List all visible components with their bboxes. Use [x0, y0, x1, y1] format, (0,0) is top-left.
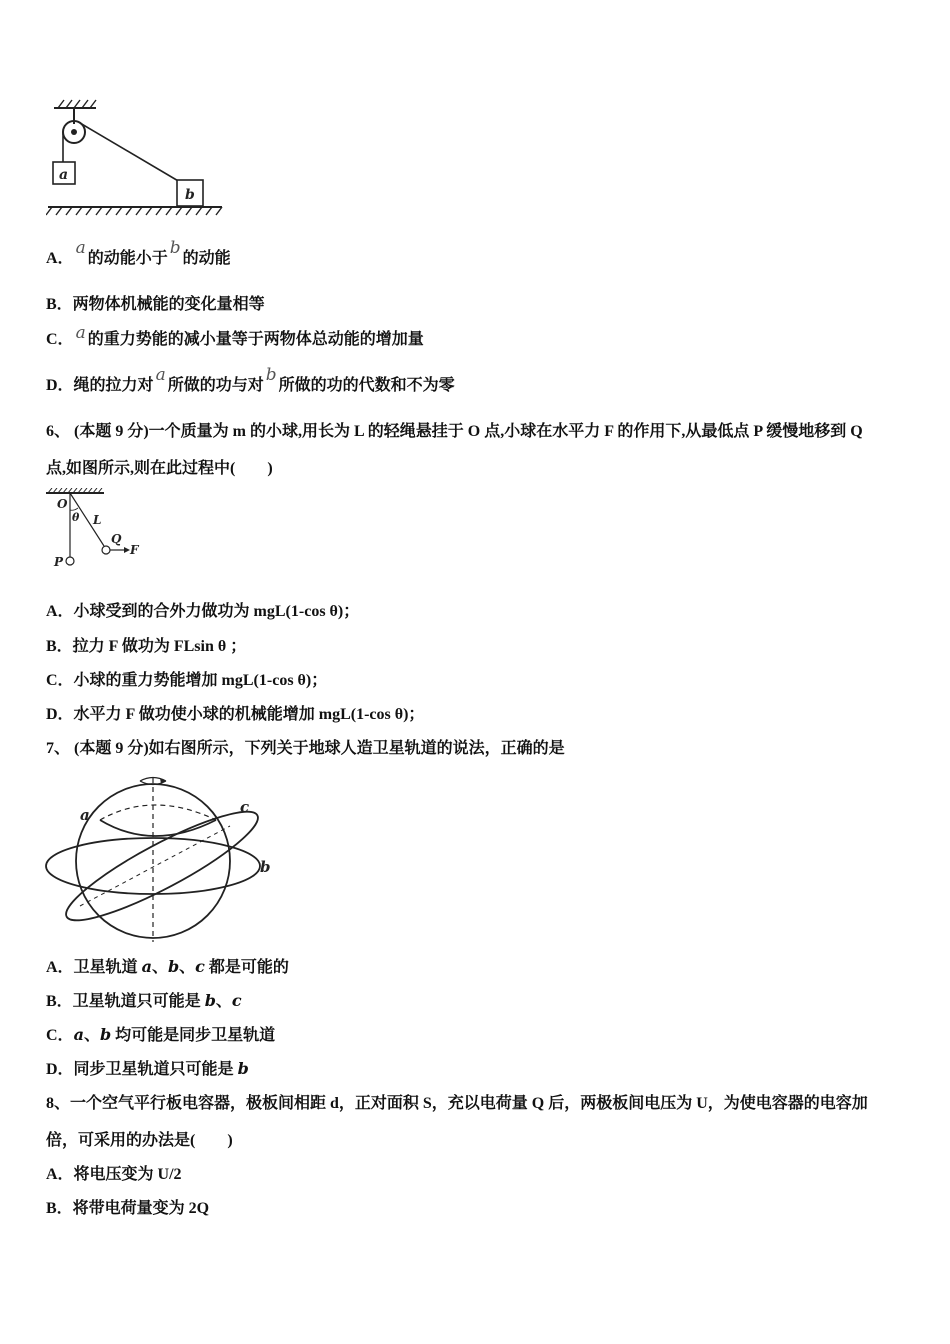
q5-option-d-prefix: D．绳的拉力对 — [46, 377, 154, 394]
pendulum-label-Q: Q — [111, 532, 122, 546]
q5-option-d-var2: b — [265, 365, 277, 385]
q8-option-b: B．将带电荷量变为 2Q — [46, 1200, 210, 1217]
satellite-orbits-figure — [40, 768, 280, 944]
q5-option-a-prefix: A． — [46, 250, 74, 267]
q5-option-b: B．两物体机械能的变化量相等 — [46, 296, 265, 313]
q6-stem-line2: 点,如图所示,则在此过程中( ) — [46, 460, 273, 477]
q7-option-b-prefix: B．卫星轨道只可能是 — [46, 993, 205, 1010]
q7-option-a-s2: 、 — [179, 959, 196, 976]
q5-option-c-var1: a — [75, 323, 86, 343]
q5-option-a-end: 的动能 — [182, 250, 231, 267]
q7-option-b — [46, 991, 242, 1012]
q7-option-a-end: 都是可能的 — [204, 959, 289, 976]
pendulum-label-L: L — [93, 513, 102, 527]
orbit-label-a: a — [80, 806, 90, 824]
q7-option-a-v3: c — [195, 957, 205, 976]
q7-option-c-s1: 、 — [83, 1027, 100, 1044]
pulley-label-b: b — [185, 187, 195, 203]
q5-option-c-prefix: C． — [46, 331, 74, 348]
q7-option-a-v2: b — [167, 957, 180, 976]
q7-option-a-s1: 、 — [151, 959, 168, 976]
q5-option-d-end: 所做的功的代数和不为零 — [278, 377, 455, 394]
q6-stem-line1: 6、 (本题 9 分)一个质量为 m 的小球,用长为 L 的轻绳悬挂于 O 点,小球在水平力 F 的作用下,从最低点 P 缓慢地移到 Q — [46, 423, 863, 440]
q8-stem-line1: 8、一个空气平行板电容器，极板间相距 d，正对面积 S，充以电荷量 Q 后，两极板间电压为 U，为使电容器的电容加 — [46, 1095, 868, 1112]
q5-option-a-var1: a — [75, 238, 86, 258]
q7-stem: 7、 (本题 9 分)如右图所示，下列关于地球人造卫星轨道的说法，正确的是 — [46, 740, 565, 757]
pulley-label-a: a — [59, 167, 69, 183]
q7-option-b-v1: b — [204, 991, 216, 1010]
q7-option-b-v2: c — [231, 991, 242, 1010]
q7-option-a-v1: a — [141, 957, 152, 976]
pendulum-label-theta: θ — [72, 511, 80, 524]
q5-option-a — [46, 238, 231, 269]
pendulum-label-O: O — [57, 497, 68, 511]
orbit-label-c: c — [240, 798, 250, 816]
pendulum-figure — [44, 488, 154, 574]
q5-option-c — [46, 323, 424, 350]
q7-option-c — [46, 1025, 275, 1046]
q5-option-c-end: 的重力势能的减小量等于两物体总动能的增加量 — [87, 331, 424, 348]
q7-option-a — [46, 957, 289, 978]
q7-option-d — [46, 1059, 249, 1080]
q5-option-a-mid: 的动能小于 — [87, 250, 168, 267]
q5-option-a-var2: b — [169, 238, 181, 258]
q7-option-d-v1: b — [237, 1059, 249, 1078]
orbit-label-b: b — [260, 858, 271, 876]
pulley-figure — [46, 98, 226, 222]
q7-option-c-v1: a — [73, 1025, 84, 1044]
q7-option-c-v2: b — [99, 1025, 112, 1044]
q6-option-d: D．水平力 F 做功使小球的机械能增加 mgL(1-cos θ)； — [46, 706, 425, 723]
q7-option-b-s1: 、 — [215, 993, 232, 1010]
q7-option-c-prefix: C． — [46, 1027, 74, 1044]
pendulum-label-P: P — [54, 555, 64, 569]
pendulum-label-F: F — [130, 543, 139, 557]
q7-option-d-prefix: D．同步卫星轨道只可能是 — [46, 1061, 238, 1078]
q6-option-b: B．拉力 F 做功为 FLsin θ ； — [46, 638, 247, 655]
q7-option-c-end: 均可能是同步卫星轨道 — [111, 1027, 276, 1044]
q6-option-c: C．小球的重力势能增加 mgL(1-cos θ)； — [46, 672, 328, 689]
q5-option-d-var1: a — [155, 365, 166, 385]
q6-option-a: A．小球受到的合外力做功为 mgL(1-cos θ)； — [46, 603, 360, 620]
q8-option-a: A．将电压变为 U/2 — [46, 1166, 182, 1183]
q5-option-d — [46, 365, 455, 396]
q7-option-a-prefix: A．卫星轨道 — [46, 959, 142, 976]
q5-option-d-mid: 所做的功与对 — [167, 377, 264, 394]
q8-stem-line2: 倍，可采用的办法是( ) — [46, 1132, 233, 1149]
